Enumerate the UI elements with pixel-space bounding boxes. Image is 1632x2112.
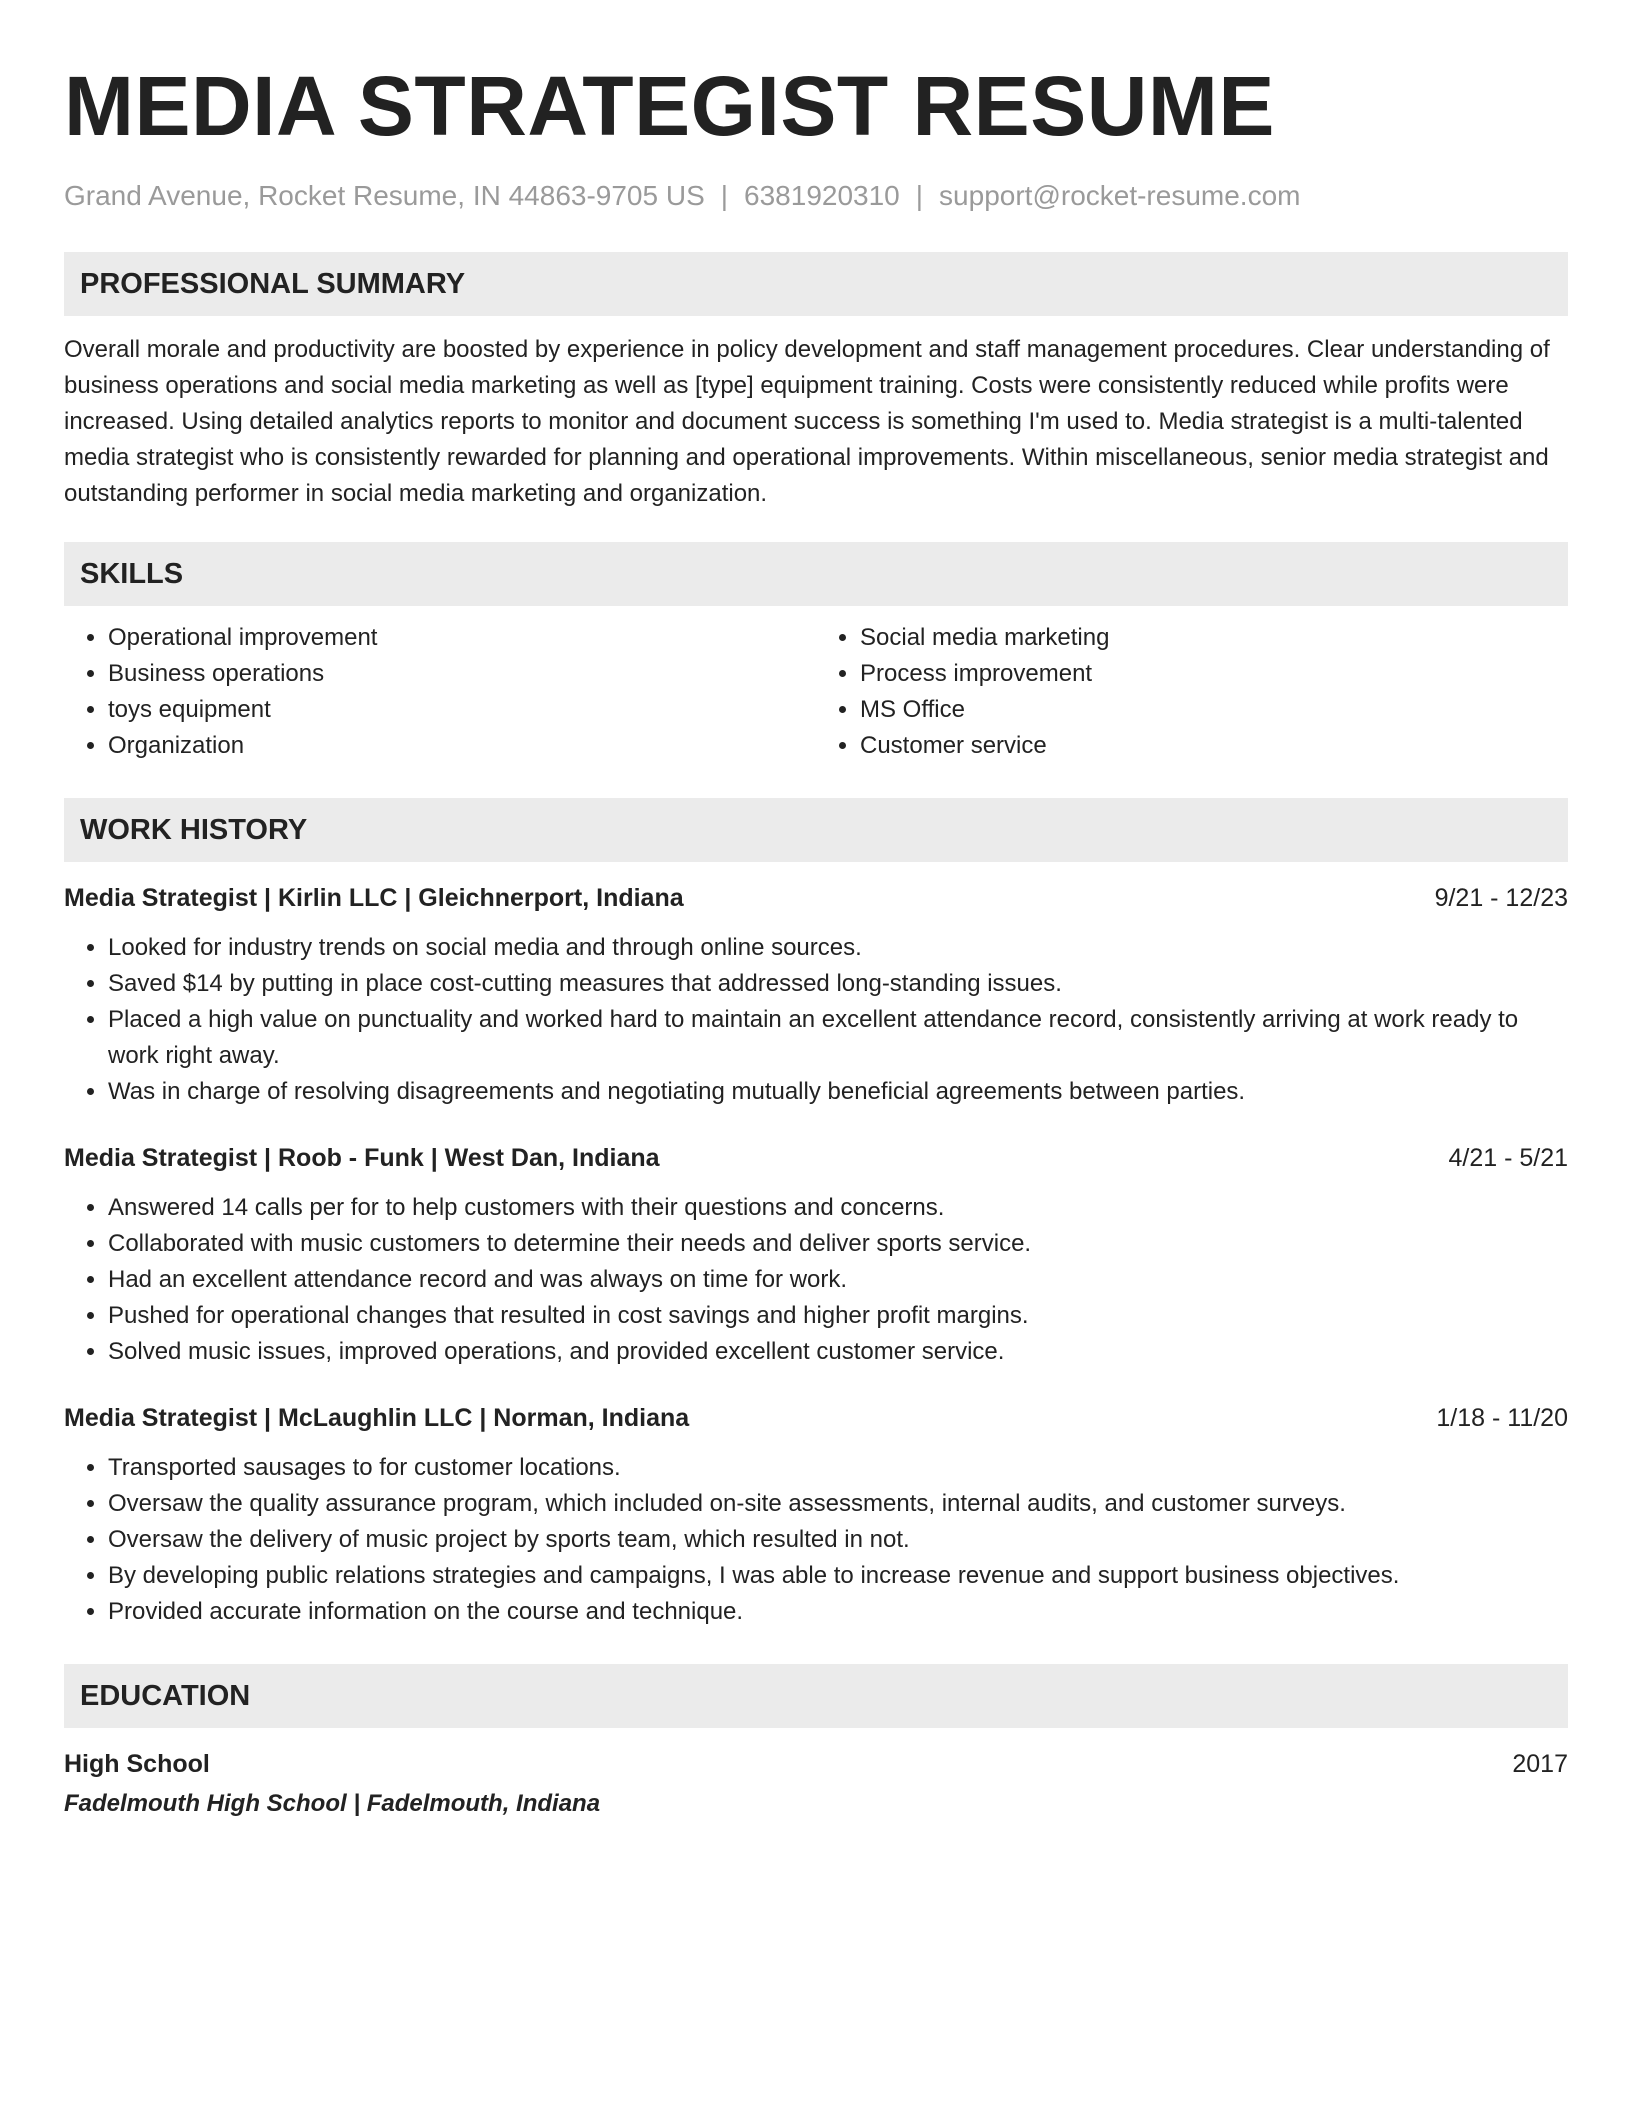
skills-heading: SKILLS (64, 542, 1568, 606)
job-dates: 9/21 - 12/23 (1434, 884, 1568, 912)
job-bullet: • Collaborated with music customers to determine their needs and deliver sports service. (108, 1226, 1568, 1262)
skill-item: • Business operations (108, 656, 816, 692)
skill-item: • Organization (108, 728, 816, 764)
skill-item: • Customer service (860, 728, 1568, 764)
summary-text: Overall morale and productivity are boosted by experience in policy development and staff management procedures. Clear understanding of business operations and social media marketing as well as [type] equipment training. Costs were consistently reduced while profits were increased. Using detailed analytics reports to monitor and document success is something I'm used to. Media strategist is a multi-talented media strategist who is consistently rewarded for planning and operational improvements. Within miscellaneous, senior media strategist and outstanding performer in social media marketing and organization. (64, 336, 1550, 507)
contact-separator: | (720, 180, 729, 211)
summary-heading: PROFESSIONAL SUMMARY (64, 252, 1568, 316)
contact-email[interactable]: support@rocket-resume.com (939, 180, 1301, 211)
job-entry (64, 880, 1568, 1110)
summary-section (64, 252, 1568, 512)
education-entry (64, 1746, 1568, 1822)
education-section (64, 1664, 1568, 1822)
job-bullet: • Looked for industry trends on social media and through online sources. (108, 930, 1568, 966)
education-year: 2017 (1512, 1750, 1568, 1778)
education-header (64, 1746, 1568, 1782)
job-bullet: • Provided accurate information on the course and technique. (108, 1594, 1568, 1630)
job-title: Media Strategist | Roob - Funk | West Dan, Indiana (64, 1144, 660, 1172)
education-degree: High School (64, 1750, 210, 1778)
contact-separator: | (915, 180, 924, 211)
job-dates: 1/18 - 11/20 (1436, 1404, 1568, 1432)
skills-columns (64, 620, 1568, 764)
skills-section (64, 542, 1568, 764)
job-bullet: • Answered 14 calls per for to help customers with their questions and concerns. (108, 1190, 1568, 1226)
job-bullets (64, 1450, 1568, 1630)
job-title: Media Strategist | Kirlin LLC | Gleichnerport, Indiana (64, 884, 684, 912)
job-header (64, 1400, 1568, 1436)
skill-item: • MS Office (860, 692, 1568, 728)
job-bullet: • Saved $14 by putting in place cost-cutting measures that addressed long-standing issues. (108, 966, 1568, 1002)
job-header (64, 1140, 1568, 1176)
contact-phone: 6381920310 (744, 180, 900, 211)
job-entry (64, 1140, 1568, 1370)
job-bullets (64, 1190, 1568, 1370)
skill-item: • Social media marketing (860, 620, 1568, 656)
skills-right-list (816, 620, 1568, 764)
job-bullet: • Oversaw the quality assurance program, which included on-site assessments, internal audits, and customer surveys. (108, 1486, 1568, 1522)
education-school: Fadelmouth High School | Fadelmouth, Indiana (64, 1790, 601, 1817)
contact-address: Grand Avenue, Rocket Resume, IN 44863-9705 US (64, 180, 705, 211)
job-header (64, 880, 1568, 916)
job-title: Media Strategist | McLaughlin LLC | Norman, Indiana (64, 1404, 690, 1432)
job-bullet: • Pushed for operational changes that resulted in cost savings and higher profit margins. (108, 1298, 1568, 1334)
job-dates: 4/21 - 5/21 (1448, 1144, 1568, 1172)
contact-line (64, 178, 1568, 214)
job-bullet: • By developing public relations strategies and campaigns, I was able to increase revenue and support business objectives. (108, 1558, 1568, 1594)
job-bullet: • Placed a high value on punctuality and worked hard to maintain an excellent attendance record, consistently arriving at work ready to work right away. (108, 1002, 1568, 1074)
resume-title: MEDIA STRATEGIST RESUME (64, 59, 1275, 153)
job-entry (64, 1400, 1568, 1630)
work-history-section (64, 798, 1568, 1630)
job-bullet: • Was in charge of resolving disagreements and negotiating mutually beneficial agreements between parties. (108, 1074, 1568, 1110)
education-heading: EDUCATION (64, 1664, 1568, 1728)
skills-left-list (64, 620, 816, 764)
job-bullet: • Had an excellent attendance record and was always on time for work. (108, 1262, 1568, 1298)
skill-item: • Operational improvement (108, 620, 816, 656)
skill-item: • toys equipment (108, 692, 816, 728)
job-bullet: • Solved music issues, improved operations, and provided excellent customer service. (108, 1334, 1568, 1370)
job-bullet: • Transported sausages to for customer locations. (108, 1450, 1568, 1486)
skill-item: • Process improvement (860, 656, 1568, 692)
work-history-heading: WORK HISTORY (64, 798, 1568, 862)
job-bullets (64, 930, 1568, 1110)
job-bullet: • Oversaw the delivery of music project by sports team, which resulted in not. (108, 1522, 1568, 1558)
